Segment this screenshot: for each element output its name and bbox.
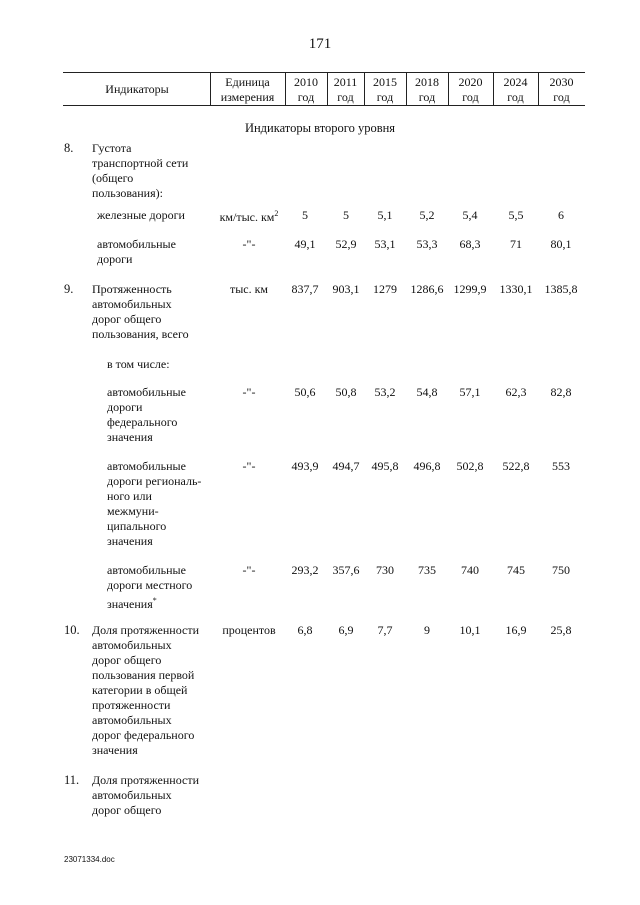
value-2030: 6 [558,208,564,222]
header-unit-line: Единица [225,75,270,89]
row-label [107,357,170,372]
row-label-line: пользования первой [92,668,195,682]
footnote-mark: * [152,596,157,605]
value-2011: 357,6 [332,563,360,577]
header-year-label: год [297,90,315,104]
value-2018: 1286,6 [410,282,444,296]
header-year-label: год [418,90,436,104]
row-label-line: протяженности [92,698,171,712]
row-label [97,237,176,267]
value-2030: 25,8 [550,623,572,637]
value-2020: 502,8 [456,459,484,473]
row-label-line: автомобильных [92,788,172,802]
row-label-line: дорог федерального [92,728,195,742]
value-2024: 1330,1 [499,282,533,296]
header-bottom-rule [63,105,585,106]
value-2010: 5 [302,208,308,222]
row-unit: -"- [242,459,256,473]
row-label-line: автомобильных [92,638,172,652]
row-label-line: Доля протяженности [92,773,199,787]
header-year: 2024 [503,75,528,89]
value-2010: 493,9 [291,459,319,473]
value-2015: 1279 [373,282,397,296]
row-label-line: дорог общего [92,653,162,667]
value-2011: 50,8 [335,385,357,399]
header-year: 2015 [373,75,397,89]
value-2018: 54,8 [416,385,438,399]
header-year-label: год [507,90,524,104]
header-year: 2020 [458,75,483,89]
row-number: 11. [64,773,80,787]
row-label-line: дорог общего [92,803,162,817]
row-label-line: Доля протяженности [92,623,199,637]
header-year: 2030 [549,75,574,89]
row-label-line: дороги [107,400,143,414]
value-2011: 52,9 [335,237,357,251]
header-year-2024 [493,75,538,105]
row-unit: -"- [242,385,256,399]
value-2030: 553 [552,459,570,473]
value-2018: 53,3 [416,237,438,251]
header-year: 2010 [294,75,318,89]
value-2011: 6,9 [338,623,354,637]
value-2011: 494,7 [332,459,360,473]
value-2030: 1385,8 [544,282,578,296]
unit-superscript: 2 [274,209,279,218]
row-label-line: автомобильных [92,713,172,727]
value-2020: 57,1 [459,385,481,399]
row-label [107,459,201,549]
value-2018: 9 [424,623,430,637]
row-label [97,208,185,223]
header-year-2015 [364,75,406,105]
header-unit [210,75,285,105]
row-unit: тыс. км [229,282,269,296]
row-label-line: автомобильных [92,297,172,311]
value-2020: 10,1 [459,623,481,637]
row-label [92,623,199,758]
row-label-line: ного или [107,489,152,503]
row-label [107,385,186,445]
row-unit: -"- [242,237,256,251]
value-2010: 293,2 [291,563,319,577]
value-2015: 7,7 [377,623,393,637]
row-label-line: значения [107,534,153,548]
row-label-line: транспортной сети [92,156,189,170]
value-2015: 495,8 [371,459,399,473]
value-2024: 522,8 [502,459,530,473]
value-2010: 49,1 [294,237,316,251]
value-2011: 903,1 [332,282,360,296]
row-label-text: значения [107,597,153,611]
row-label-line: значения [92,743,138,757]
value-2010: 50,6 [294,385,316,399]
row-label-line [107,593,192,612]
row-label-line: значения [107,430,153,444]
value-2024: 71 [510,237,522,251]
row-label [92,141,188,201]
header-indicators: Индикаторы [105,82,169,96]
row-label-line: (общего [92,171,134,185]
value-2020: 740 [461,563,479,577]
row-label-line: железные дороги [97,208,185,222]
value-2010: 6,8 [297,623,313,637]
row-label-line: автомобильные [107,385,186,399]
value-2018: 496,8 [413,459,441,473]
header-year: 2011 [333,75,358,89]
row-label-line: категории в общей [92,683,188,697]
row-label [92,282,189,342]
row-label-line: пользования): [92,186,163,200]
value-2024: 62,3 [505,385,527,399]
row-label [92,773,199,818]
value-2020: 5,4 [462,208,478,222]
header-unit-line: измерения [220,90,275,104]
row-unit [214,206,284,225]
value-2030: 82,8 [550,385,572,399]
header-year: 2018 [415,75,439,89]
row-label-line: дороги местного [107,578,193,592]
value-2024: 16,9 [505,623,527,637]
row-label-line: дороги региональ- [107,474,202,488]
header-year-label: год [337,90,354,104]
value-2015: 53,2 [374,385,396,399]
row-label-line: ципального [107,519,167,533]
header-year-2018 [406,75,448,105]
row-label-line: Густота [92,141,132,155]
row-number: 9. [64,282,74,296]
unit-text: км/тыс. км [219,210,275,224]
row-label-line: автомобильные [107,459,186,473]
row-unit: процентов [222,623,276,637]
row-label-line: автомобильные [97,237,176,251]
value-2018: 5,2 [419,208,435,222]
value-2015: 5,1 [377,208,393,222]
row-label-line: в том числе: [107,357,170,371]
value-2030: 80,1 [550,237,572,251]
row-label-line: федерального [107,415,178,429]
header-year-2020 [448,75,493,105]
row-unit: -"- [242,563,256,577]
value-2010: 837,7 [291,282,319,296]
value-2020: 1299,9 [453,282,487,296]
header-year-2010 [285,75,327,105]
value-2011: 5 [343,208,349,222]
value-2020: 68,3 [459,237,481,251]
row-number: 10. [64,623,80,637]
value-2015: 53,1 [374,237,396,251]
row-label-line: пользования, всего [92,327,189,341]
document-filename: 23071334.doc [64,855,115,864]
value-2024: 5,5 [508,208,524,222]
row-label-line: автомобильные [107,563,186,577]
row-label-line: межмуни- [107,504,159,518]
section-title: Индикаторы второго уровня [244,121,396,135]
row-label-line: дорог общего [92,312,162,326]
row-label [107,563,192,612]
header-top-rule [63,72,585,73]
header-year-label: год [553,90,570,104]
value-2030: 750 [552,563,570,577]
page-number: 171 [308,36,332,52]
header-year-2011 [327,75,364,105]
value-2015: 730 [376,563,394,577]
header-year-label: год [462,90,479,104]
row-label-line: Протяженность [92,282,172,296]
row-label-line: дороги [97,252,133,266]
header-year-2030 [538,75,585,105]
value-2018: 735 [418,563,436,577]
row-number: 8. [64,141,74,155]
value-2024: 745 [507,563,525,577]
header-year-label: год [376,90,394,104]
